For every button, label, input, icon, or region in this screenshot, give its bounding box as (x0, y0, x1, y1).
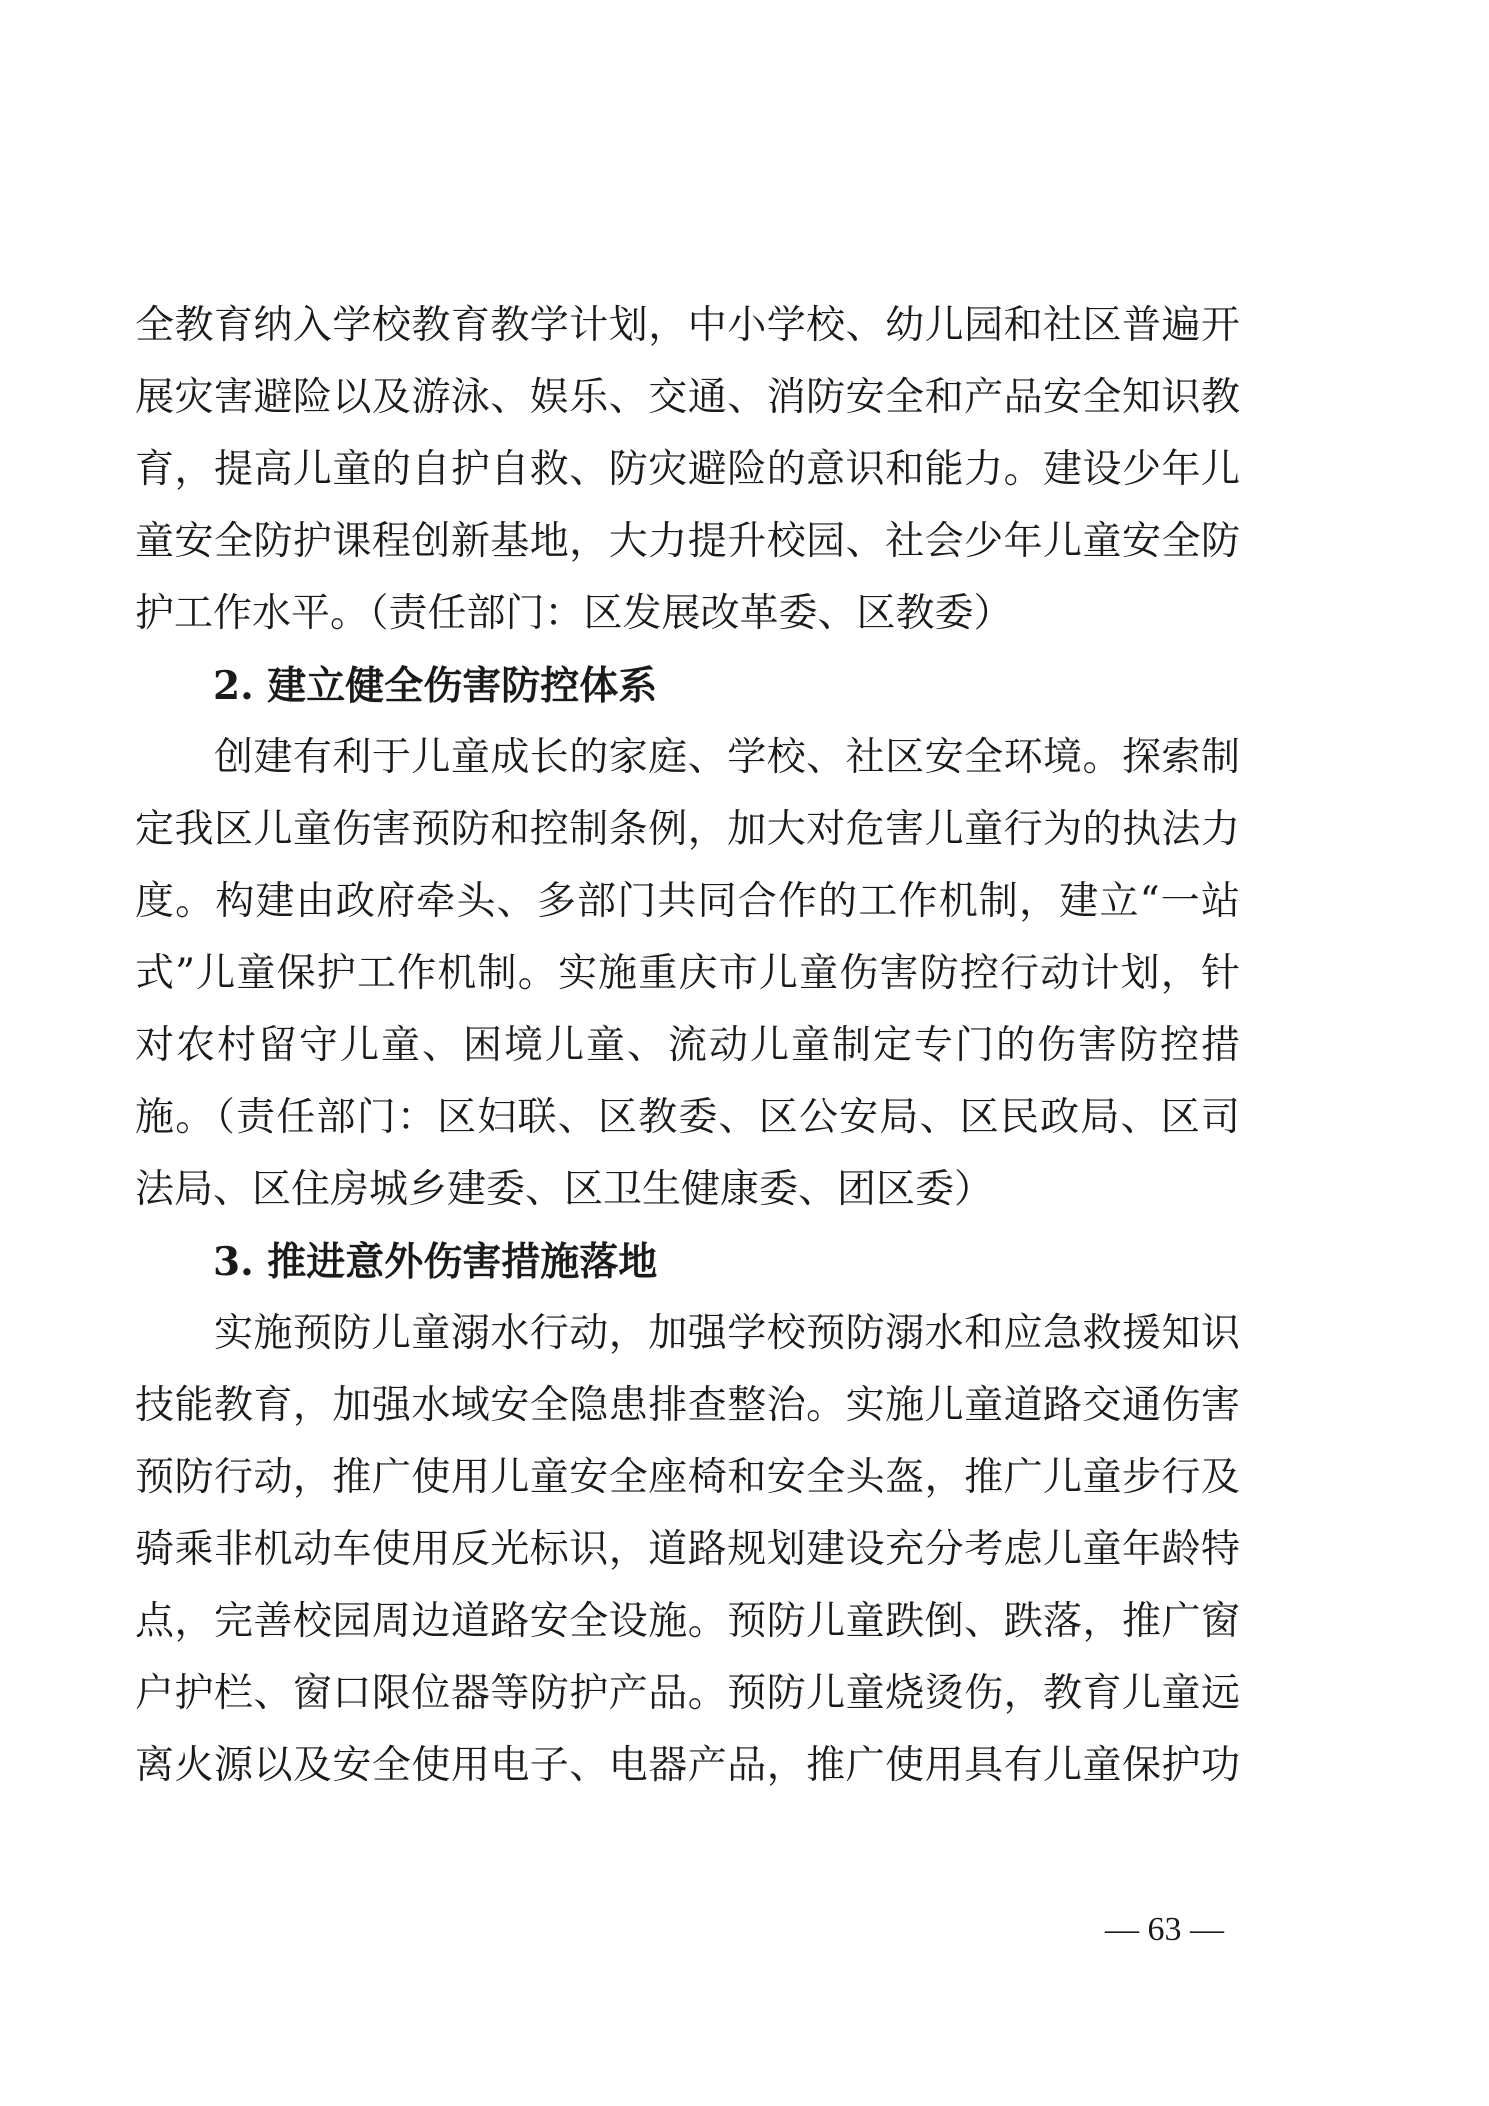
body-text (135, 290, 1240, 1802)
text-line: 预防行动，推广使用儿童安全座椅和安全头盔，推广儿童步行及 (135, 1455, 1240, 1500)
text-line: 展灾害避险以及游泳、娱乐、交通、消防安全和产品安全知识教 (135, 375, 1240, 420)
text-line: 法局、区住房城乡建委、区卫生健康委、团区委） (135, 1167, 994, 1212)
text-line: 施。（责任部门：区妇联、区教委、区公安局、区民政局、区司 (135, 1095, 1240, 1140)
text-line: 户护栏、窗口限位器等防护产品。预防儿童烧烫伤，教育儿童远 (135, 1671, 1240, 1716)
text-line: 实施预防儿童溺水行动，加强学校预防溺水和应急救援知识 (135, 1311, 1240, 1356)
text-line: 点，完善校园周边道路安全设施。预防儿童跌倒、跌落，推广窗 (135, 1599, 1240, 1644)
text-line: 骑乘非机动车使用反光标识，道路规划建设充分考虑儿童年龄特 (135, 1527, 1240, 1572)
text-line: 护工作水平。（责任部门：区发展改革委、区教委） (135, 591, 1013, 636)
text-line: 创建有利于儿童成长的家庭、学校、社区安全环境。探索制 (135, 735, 1240, 780)
paragraph (135, 1298, 1240, 1802)
text-line: 技能教育，加强水域安全隐患排查整治。实施儿童道路交通伤害 (135, 1383, 1240, 1428)
paragraph (135, 722, 1240, 1226)
paragraph-continued (135, 290, 1240, 650)
section-heading: 2. 建立健全伤害防控体系 (213, 663, 658, 709)
text-line: 育，提高儿童的自护自救、防灾避险的意识和能力。建设少年儿 (135, 447, 1240, 492)
section-heading: 3. 推进意外伤害措施落地 (213, 1239, 658, 1285)
text-line: 离火源以及安全使用电子、电器产品，推广使用具有儿童保护功 (135, 1743, 1240, 1788)
text-line: 童安全防护课程创新基地，大力提升校园、社会少年儿童安全防 (135, 519, 1240, 564)
text-line: 对农村留守儿童、困境儿童、流动儿童制定专门的伤害防控措 (135, 1023, 1240, 1068)
text-line: 定我区儿童伤害预防和控制条例，加大对危害儿童行为的执法力 (135, 807, 1240, 852)
text-line: 式”儿童保护工作机制。实施重庆市儿童伤害防控行动计划，针 (135, 951, 1240, 996)
text-line: 度。构建由政府牵头、多部门共同合作的工作机制，建立“一站 (135, 879, 1240, 924)
text-line: 全教育纳入学校教育教学计划，中小学校、幼儿园和社区普遍开 (135, 303, 1240, 348)
page-number: — 63 — (1105, 1911, 1224, 1948)
